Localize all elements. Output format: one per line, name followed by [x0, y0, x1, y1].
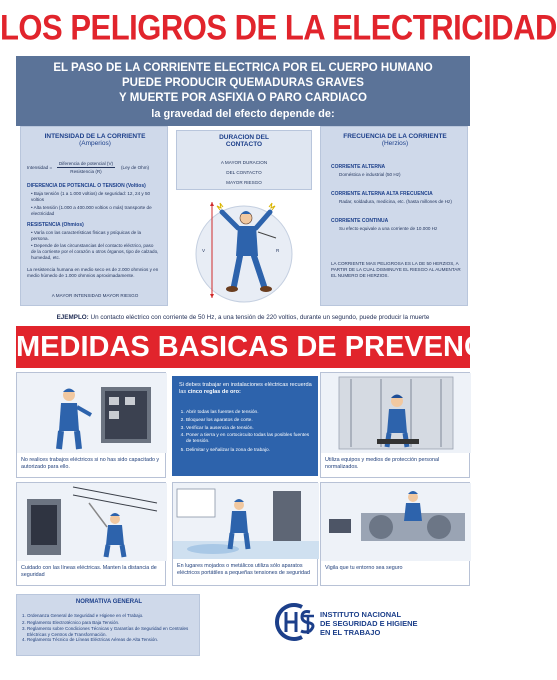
card-5-caption: Vigila que tu entorno sea seguro: [325, 565, 403, 571]
normativa-item: 2. Reglamento Electrotécnico para Baja Tensión.: [27, 620, 197, 627]
intensity-footer: A MAYOR INTENSIDAD MAYOR RIESGO: [51, 293, 139, 298]
frequency-heading: FRECUENCIA DE LA CORRIENTE: [343, 133, 447, 140]
resistance-item-2: • Depende de las circunstancias del contacto eléctrico, paso de la corriente por el corazón u otros órganos, tipo de calzado, humedad, etc.: [31, 243, 159, 260]
frequency-note: LA CORRIENTE MAS PELIGROSA ES LA DE 50 HERZIOS, A PARTIR DE LA CUAL DISMINUYE EL RIESGO AL AUMENTAR EL NUMERO DE HERZIOS.: [331, 261, 461, 278]
golden-rules-list: [186, 409, 312, 455]
freq-item-2-text: Radar, soldadura, medicina, etc. (hasta millones de Hz): [339, 199, 452, 204]
example-line: [0, 314, 486, 321]
duration-line-2: DEL CONTACTO: [226, 170, 262, 175]
intro-line-2: PUEDE PRODUCIR QUEMADURAS GRAVES: [122, 77, 364, 89]
golden-rules-intro: Si debes trabajar en instalaciones eléctricas recuerda las cinco reglas de oro:: [179, 382, 312, 395]
card-2-caption: Utiliza equipos y medios de protección personal normalizados.: [325, 457, 440, 470]
resistance-title: RESISTENCIA (Ohmios): [27, 222, 84, 228]
duration-line-1: A MAYOR DURACION: [220, 160, 268, 165]
normativa-list: [27, 613, 197, 644]
normativa-item: 3. Reglamento sobre Condiciones Técnicas y Garantías de Seguridad en Centrales Eléctricas y Centros de Transformación.: [27, 626, 197, 637]
formula-left: Intensidad =: [27, 165, 53, 170]
golden-rules-emphasis: cinco reglas de oro:: [187, 389, 241, 395]
institute-line-2: DE SEGURIDAD E HIGIENE: [320, 619, 418, 628]
intensity-unit: (Amperios): [79, 140, 111, 147]
normativa-item: 4. Reglamento Técnico de Líneas Eléctricas Aéreas de Alta Tensión.: [27, 637, 197, 644]
voltage-item-1: • Baja tensión (1 a 1.000 voltios) de seguridad: 12, 24 y 50 voltios: [31, 191, 151, 202]
duration-panel: [172, 126, 316, 306]
golden-rule-item: 5. Delimitar y señalizar la zona de trabajo.: [186, 447, 312, 455]
voltage-item-2: • Alta tensión (1.000 a 400.000 voltios o más) transporte de electricidad: [31, 205, 152, 216]
intro-line-1: EL PASO DE LA CORRIENTE ELECTRICA POR EL CUERPO HUMANO: [53, 62, 433, 74]
freq-item-3-title: CORRIENTE CONTINUA: [331, 218, 389, 224]
prevention-title: MEDIDAS BASICAS DE PREVENCION: [16, 326, 470, 368]
power-lines-illustration: [17, 483, 167, 561]
institute-name: [320, 610, 418, 637]
example-label: EJEMPLO:: [56, 314, 89, 321]
institute-logo-icon: [272, 602, 316, 642]
intro-line-3: Y MUERTE POR ASFIXIA O PARO CARDIACO: [119, 92, 367, 104]
freq-item-1-text: Doméstica e industrial (50 Hz): [339, 172, 401, 177]
normativa-box: [16, 594, 200, 656]
wet-floor-illustration: [173, 483, 319, 559]
card-protective-equipment: [320, 372, 470, 478]
frequency-panel: [320, 126, 468, 306]
formula-law: (Ley de Ohm): [121, 165, 150, 170]
freq-item-1-title: CORRIENTE ALTERNA: [331, 164, 386, 170]
label-r: R: [276, 248, 280, 253]
institute-line-1: INSTITUTO NACIONAL: [320, 610, 402, 619]
intensity-panel: [20, 126, 168, 306]
panel-worker-illustration: [17, 373, 167, 453]
resistance-note: La resistencia humana en medio seco es de 2.000 ohmnios y en medio húmedo de 1.000 ohmnios aproximadamente.: [27, 267, 159, 278]
golden-rules-box: [172, 376, 318, 476]
frequency-unit: (Herzios): [381, 140, 409, 147]
example-text: Un contacto eléctrico con corriente de 50 Hz, a una tensión de 220 voltios, durante un segundo, puede producir la muerte: [90, 314, 430, 321]
machinery-illustration: [321, 483, 471, 561]
golden-rule-item: 4. Poner a tierra y en cortocircuito todas las posibles fuentes de tensión.: [186, 433, 312, 445]
golden-rule-item: 2. Bloquear los aparatos de corte.: [186, 417, 312, 425]
label-v: V: [202, 248, 206, 253]
resistance-item-1: • Varía con las características físicas y psíquicas de la persona.: [31, 230, 142, 241]
card-3-caption: Cuidado con las líneas eléctricas. Manten la distancia de seguridad: [21, 565, 157, 578]
freq-item-2-title: CORRIENTE ALTERNA ALTA FRECUENCIA: [331, 191, 433, 197]
card-wet-places: [172, 482, 318, 586]
formula-numerator: Diferencia de potencial (V): [58, 161, 114, 166]
institute-line-3: EN EL TRABAJO: [320, 628, 381, 637]
duration-heading-1: DURACION DEL: [219, 134, 269, 141]
card-unauthorized-work: [16, 372, 166, 478]
intro-line-4: la gravedad del efecto depende de:: [151, 108, 335, 120]
page-title: LOS PELIGROS DE LA ELECTRICIDAD: [0, 7, 557, 48]
freq-item-3-text: Su efecto equivale a una corriente de 10.000 Hz: [339, 226, 438, 231]
intro-band: [16, 56, 470, 126]
formula-denominator: Resistencia (R): [70, 169, 102, 174]
duration-line-3: MAYOR RIESGO: [226, 180, 262, 185]
card-power-lines: [16, 482, 166, 586]
intensity-heading: INTENSIDAD DE LA CORRIENTE: [44, 133, 146, 140]
normativa-item: 1. Ordenanza General de Seguridad e Higiene en el Trabajo.: [27, 613, 197, 620]
normativa-heading: NORMATIVA GENERAL: [75, 599, 143, 605]
golden-rule-item: 1. Abrir todas las fuentes de tensión.: [186, 409, 312, 417]
card-safe-environment: [320, 482, 470, 586]
ppe-worker-illustration: [321, 373, 471, 453]
golden-rule-item: 3. Verificar la ausencia de tensión.: [186, 425, 312, 433]
card-1-caption: No realices trabajos eléctricos si no has sido capacitado y autorizado para ello.: [21, 457, 160, 470]
card-4-caption: En lugares mojados o metálicos utiliza sólo aparatos eléctricos portátiles a pequeñas tensiones de seguridad: [177, 563, 311, 576]
formula-divider: [57, 167, 115, 168]
duration-heading-2: CONTACTO: [225, 141, 263, 148]
voltage-title: DIFERENCIA DE POTENCIAL O TENSION (Voltios): [27, 183, 146, 189]
